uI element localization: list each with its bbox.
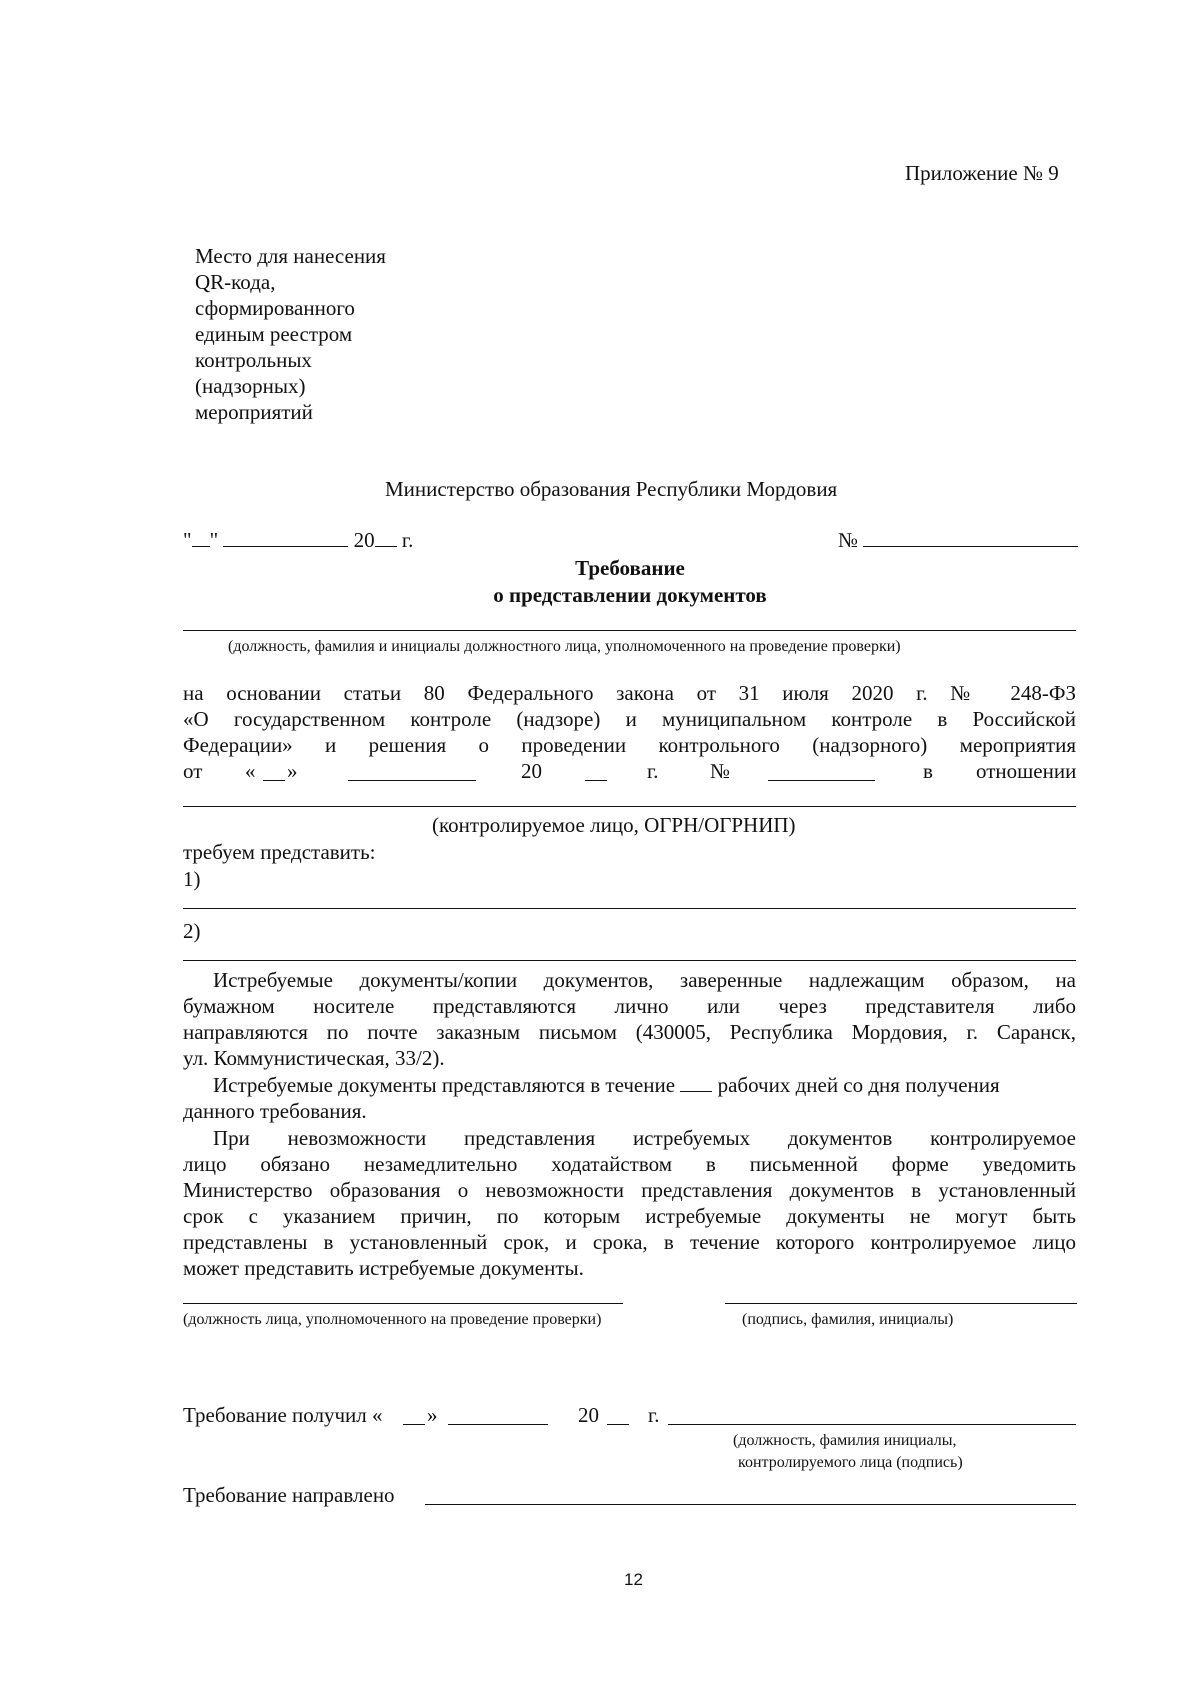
basis-year: 20 — [521, 759, 542, 783]
para3-line: Министерство образования о невозможности представления документов в установленный — [183, 1178, 1076, 1202]
basis-day-blank — [263, 762, 285, 781]
basis-line: Федерации» и решения о проведении контрольного (надзорного) мероприятия — [183, 733, 1076, 757]
date-year: 20 — [353, 528, 375, 552]
signer-position-line — [183, 1303, 623, 1304]
received-day-blank — [403, 1406, 425, 1425]
basis-line: «О государственном контроле (надзоре) и муниципальном контроле в Российской — [183, 707, 1076, 731]
para1-line: направляются по почте заказным письмом (430005, Республика Мордовия, г. Саранск, — [183, 1020, 1076, 1044]
official-caption: (должность, фамилия и инициалы должностного лица, уполномоченного на проведение проверки) — [228, 638, 901, 655]
item-2: 2) — [183, 919, 201, 943]
basis-year-suffix: г. — [647, 759, 659, 783]
para1-line: ул. Коммунистическая, 33/2). — [183, 1046, 445, 1070]
document-title: Требование — [575, 556, 685, 580]
para2-line — [213, 1072, 1000, 1098]
qr-line: сформированного — [195, 296, 355, 320]
qr-line: контрольных — [195, 348, 312, 372]
basis-month-blank — [348, 762, 476, 781]
page-number: 12 — [624, 1570, 643, 1589]
sign-caption-right: (подпись, фамилия, инициалы) — [742, 1311, 954, 1328]
received-line — [183, 1402, 1076, 1428]
para3-line: лицо обязано незамедлительно ходатайством в письменной форме уведомить — [183, 1152, 1076, 1176]
qr-line: единым реестром — [195, 322, 353, 346]
para3-line: срок с указанием причин, по которым истребуемые документы не могут быть — [183, 1204, 1076, 1228]
para2-days-blank — [680, 1073, 712, 1092]
basis-line: на основании статьи 80 Федерального закона от 31 июля 2020 г. № 248-ФЗ — [183, 681, 1076, 705]
document-date — [183, 527, 413, 553]
basis-quote-open: « — [245, 759, 256, 783]
controlled-caption: (контролируемое лицо, ОГРН/ОГРНИП) — [432, 813, 796, 837]
require-label: требуем представить: — [183, 840, 376, 864]
date-quote-close: " — [209, 528, 219, 552]
para2-text: Истребуемые документы представляются в течение — [213, 1073, 676, 1097]
item-2-line — [183, 960, 1076, 961]
basis-year-blank — [585, 762, 607, 781]
received-year-blank — [607, 1406, 629, 1425]
received-year: 20 — [578, 1403, 599, 1427]
signer-signature-line — [725, 1303, 1077, 1304]
sent-line — [425, 1504, 1076, 1505]
qr-line: (надзорных) — [195, 374, 306, 398]
para1-line: бумажном носителе представляются лично или через представителя либо — [183, 994, 1076, 1018]
qr-line: Место для нанесения — [195, 244, 386, 268]
para3-line: представлены в установленный срок, и срока, в течение которого контролируемое лицо — [183, 1230, 1076, 1254]
sent-label: Требование направлено — [183, 1483, 395, 1507]
official-line — [183, 630, 1076, 631]
para3-line: может представить истребуемые документы. — [183, 1256, 584, 1280]
item-1-line — [183, 908, 1076, 909]
received-quote-close: » — [427, 1403, 438, 1427]
para2-line: данного требования. — [183, 1099, 367, 1123]
document-number — [838, 527, 1078, 553]
item-1: 1) — [183, 867, 201, 891]
appendix-label: Приложение № 9 — [905, 161, 1059, 185]
basis-decision-line — [183, 758, 1076, 784]
basis-number-sign: № — [710, 759, 731, 783]
received-caption-2: контролируемого лица (подпись) — [738, 1454, 963, 1471]
qr-line: мероприятий — [195, 400, 313, 424]
received-caption-1: (должность, фамилия инициалы, — [733, 1432, 957, 1449]
received-label: Требование получил « — [183, 1403, 383, 1427]
basis-quote-close: » — [287, 759, 298, 783]
basis-from: от — [183, 759, 203, 783]
number-sign: № — [838, 528, 859, 552]
sign-caption-left: (должность лица, уполномоченного на проведение проверки) — [183, 1311, 602, 1328]
para3-line: При невозможности представления истребуемых документов контролируемое — [213, 1126, 1076, 1150]
qr-line: QR-кода, — [195, 270, 276, 294]
date-month-blank — [223, 528, 348, 547]
received-signature-blank — [668, 1406, 1076, 1425]
received-month-blank — [448, 1406, 548, 1425]
date-quote-open: " — [183, 528, 192, 552]
para2-text: рабочих дней со дня получения — [717, 1073, 1000, 1097]
number-blank — [863, 528, 1078, 547]
para1-line: Истребуемые документы/копии документов, заверенные надлежащим образом, на — [213, 968, 1076, 992]
received-year-suffix: г. — [648, 1403, 660, 1427]
date-day-blank — [192, 528, 210, 547]
basis-in: в — [923, 759, 933, 783]
basis-relation: отношении — [976, 759, 1077, 783]
date-year-suffix: г. — [401, 528, 414, 552]
basis-number-blank — [768, 762, 875, 781]
date-year-blank — [375, 528, 397, 547]
document-subtitle: о представлении документов — [493, 583, 767, 607]
qr-code-placeholder — [195, 243, 386, 425]
controlled-line — [183, 806, 1076, 807]
ministry-name: Министерство образования Республики Мордовия — [385, 477, 838, 501]
